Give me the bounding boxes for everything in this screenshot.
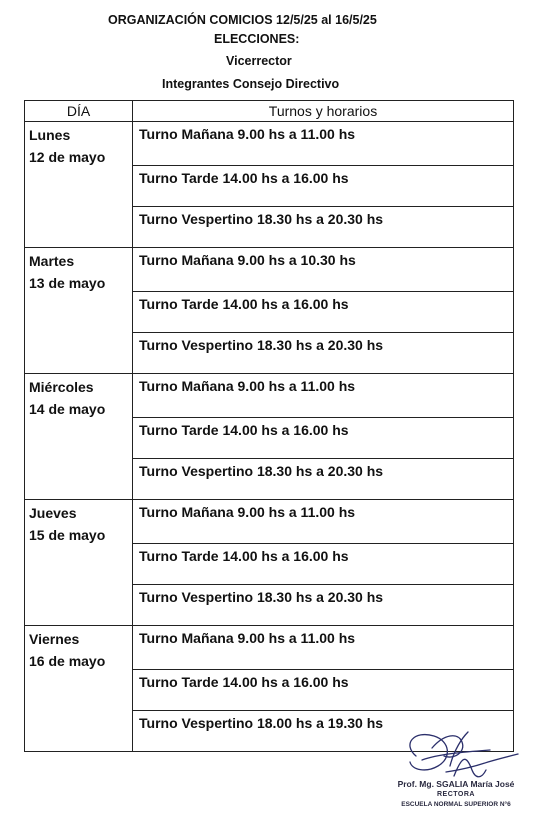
table-row xyxy=(25,374,514,418)
shift-cell: Turno Mañana 9.00 hs a 11.00 hs xyxy=(133,626,514,670)
day-cell xyxy=(25,500,133,626)
shift-cell: Turno Tarde 14.00 hs a 16.00 hs xyxy=(133,418,514,459)
shift-cell: Turno Vespertino 18.30 hs a 20.30 hs xyxy=(133,459,514,500)
day-cell xyxy=(25,374,133,500)
shift-cell: Turno Tarde 14.00 hs a 16.00 hs xyxy=(133,544,514,585)
shift-cell: Turno Mañana 9.00 hs a 11.00 hs xyxy=(133,500,514,544)
day-date: 13 de mayo xyxy=(29,275,106,291)
election-council: Integrantes Consejo Directivo xyxy=(162,77,340,91)
day-name: Lunes xyxy=(29,127,71,143)
handwritten-signature xyxy=(392,726,522,786)
schedule-table xyxy=(24,100,514,752)
table-row xyxy=(25,122,514,166)
shift-cell: Turno Tarde 14.00 hs a 16.00 hs xyxy=(133,670,514,711)
table-row xyxy=(25,248,514,292)
shift-cell: Turno Tarde 14.00 hs a 16.00 hs xyxy=(133,166,514,207)
shift-cell: Turno Vespertino 18.30 hs a 20.30 hs xyxy=(133,207,514,248)
document-subtitle: ELECCIONES: xyxy=(214,32,300,46)
shift-cell: Turno Mañana 9.00 hs a 11.00 hs xyxy=(133,374,514,418)
document-title: ORGANIZACIÓN COMICIOS 12/5/25 al 16/5/25 xyxy=(108,13,377,27)
day-name: Jueves xyxy=(29,505,77,521)
shift-cell: Turno Vespertino 18.30 hs a 20.30 hs xyxy=(133,585,514,626)
day-date: 12 de mayo xyxy=(29,149,106,165)
shift-cell: Turno Tarde 14.00 hs a 16.00 hs xyxy=(133,292,514,333)
shift-cell: Turno Vespertino 18.30 hs a 20.30 hs xyxy=(133,333,514,374)
signatory-role: RECTORA xyxy=(437,791,475,798)
day-cell xyxy=(25,122,133,248)
shift-cell: Turno Mañana 9.00 hs a 10.30 hs xyxy=(133,248,514,292)
election-position: Vicerrector xyxy=(226,54,292,68)
signature-stamp xyxy=(386,778,526,810)
shift-cell: Turno Mañana 9.00 hs a 11.00 hs xyxy=(133,122,514,166)
table-header-row xyxy=(25,101,514,122)
table-row xyxy=(25,500,514,544)
day-name: Miércoles xyxy=(29,379,94,395)
day-name: Martes xyxy=(29,253,75,269)
day-date: 16 de mayo xyxy=(29,653,106,669)
signatory-institution: ESCUELA NORMAL SUPERIOR N°6 xyxy=(401,801,511,808)
day-date: 14 de mayo xyxy=(29,401,106,417)
day-date: 15 de mayo xyxy=(29,527,106,543)
shift-cell: Turno Vespertino 18.00 hs a 19.30 hs xyxy=(133,711,514,752)
day-cell xyxy=(25,248,133,374)
signatory-name: Prof. Mg. SGALIA María José xyxy=(397,779,515,789)
table-row xyxy=(25,626,514,670)
column-header-day: DÍA xyxy=(25,101,133,122)
day-name: Viernes xyxy=(29,631,80,647)
day-cell xyxy=(25,626,133,752)
column-header-shifts: Turnos y horarios xyxy=(133,101,514,122)
